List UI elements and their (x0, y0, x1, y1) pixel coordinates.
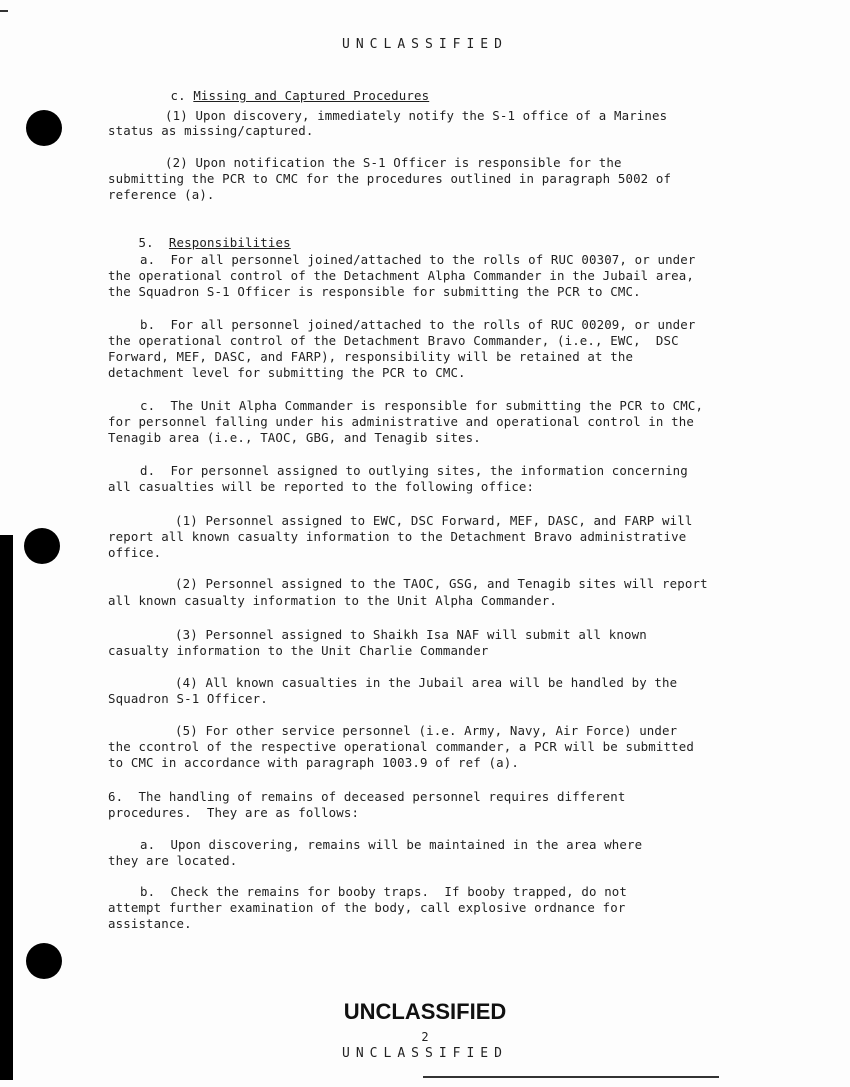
unclassified-stamp: UNCLASSIFIED (343, 999, 507, 1024)
s5d2-line2: all known casualty information to the Unit Alpha Commander. (108, 593, 557, 608)
s6-line1: 6. The handling of remains of deceased personnel requires different (108, 789, 626, 804)
s6-line2: procedures. They are as follows: (108, 805, 360, 820)
classification-header: UNCLASSIFIED (342, 37, 508, 52)
s5c-line1: c. The Unit Alpha Commander is responsible for submitting the PCR to CMC, (140, 398, 704, 413)
s5c-line3: Tenagib area (i.e., TAOC, GBG, and Tenagib sites. (108, 430, 481, 445)
c2-line1: (2) Upon notification the S-1 Officer is responsible for the (165, 155, 622, 170)
s5d4-line1: (4) All known casualties in the Jubail area will be handled by the (175, 675, 678, 690)
s5d-line2: all casualties will be reported to the following office: (108, 479, 535, 494)
s6b-line2: attempt further examination of the body, call explosive ordnance for (108, 900, 626, 915)
s5a-line1: a. For all personnel joined/attached to the rolls of RUC 00307, or under (140, 252, 696, 267)
top-scan-edge (0, 10, 8, 12)
s5b-line1: b. For all personnel joined/attached to the rolls of RUC 00209, or under (140, 317, 696, 332)
s5b-line3: Forward, MEF, DASC, and FARP), responsibility will be retained at the (108, 349, 634, 364)
s5c-line2: for personnel falling under his administrative and operational control in the (108, 414, 694, 429)
s5a-line3: the Squadron S-1 Officer is responsible for submitting the PCR to CMC. (108, 284, 641, 299)
section-5-title: Responsibilities (168, 235, 291, 250)
s5d3-line2: casualty information to the Unit Charlie Commander (108, 643, 489, 658)
bottom-rule (423, 1076, 719, 1078)
s5d-line1: d. For personnel assigned to outlying sites, the information concerning (140, 463, 688, 478)
s5d4-line2: Squadron S-1 Officer. (108, 691, 268, 706)
punch-hole-middle (24, 528, 60, 564)
classification-footer: UNCLASSIFIED (342, 1046, 508, 1061)
s6a-line1: a. Upon discovering, remains will be maintained in the area where (140, 837, 643, 852)
c2-line3: reference (a). (108, 187, 215, 202)
section-c-prefix: c. (170, 88, 186, 103)
s5d3-line1: (3) Personnel assigned to Shaikh Isa NAF will submit all known (175, 627, 647, 642)
s5b-line2: the operational control of the Detachment Bravo Commander, (i.e., EWC, DSC (108, 333, 679, 348)
s5d1-line2: report all known casualty information to the Detachment Bravo administrative (108, 529, 687, 544)
punch-hole-bottom (26, 943, 62, 979)
s6b-line1: b. Check the remains for booby traps. If booby trapped, do not (140, 884, 628, 899)
c1-line1: (1) Upon discovery, immediately notify the S-1 office of a Marines (165, 108, 668, 123)
c1-line2: status as missing/captured. (108, 123, 314, 138)
s5a-line2: the operational control of the Detachment Alpha Commander in the Jubail area, (108, 268, 694, 283)
s5b-line4: detachment level for submitting the PCR to CMC. (108, 365, 466, 380)
page-number: 2 (421, 1030, 429, 1044)
section-5-number: 5. (138, 235, 154, 250)
s5d1-line3: office. (108, 545, 162, 560)
s5d2-line1: (2) Personnel assigned to the TAOC, GSG, and Tenagib sites will report (175, 576, 708, 591)
s5d1-line1: (1) Personnel assigned to EWC, DSC Forward, MEF, DASC, and FARP will (175, 513, 693, 528)
s5d5-line3: to CMC in accordance with paragraph 1003.9 of ref (a). (108, 755, 519, 770)
section-c-title: Missing and Captured Procedures (193, 88, 430, 103)
s5d5-line2: the ccontrol of the respective operational commander, a PCR will be submitted (108, 739, 694, 754)
s6b-line3: assistance. (108, 916, 192, 931)
punch-hole-top (26, 110, 62, 146)
s6a-line2: they are located. (108, 853, 238, 868)
s5d5-line1: (5) For other service personnel (i.e. Army, Navy, Air Force) under (175, 723, 678, 738)
c2-line2: submitting the PCR to CMC for the procedures outlined in paragraph 5002 of (108, 171, 672, 186)
